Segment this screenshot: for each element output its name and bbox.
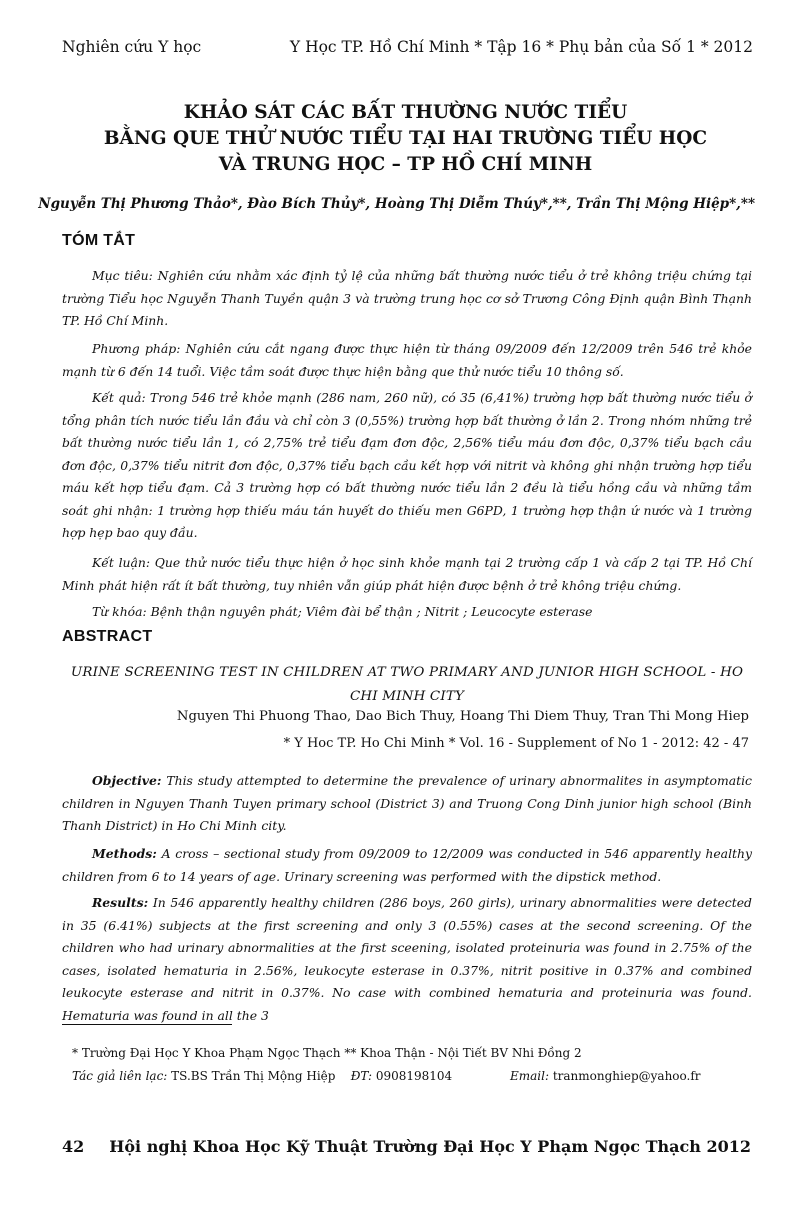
summary-results: [62, 387, 752, 545]
abstract-objective-text: This study attempted to determine the prevalence of urinary abnormalites in asymptomatic children in Nguyen Thanh Tuyen primary school (District 3) and Truong Cong Dinh junior high school (Binh Thanh District) in Ho Chi Minh city.: [62, 773, 752, 833]
author-list: Nguyễn Thị Phương Thảo*, Đào Bích Thủy*, Hoàng Thị Diễm Thúy*,**, Trần Thị Mộng Hiệp*,**: [38, 196, 755, 212]
objective-text: Nghiên cứu nhằm xác định tỷ lệ của những bất thường nước tiểu ở trẻ không triệu chứng tại trường Tiểu học Nguyễn Thanh Tuyền quận 3 và trường trung học cơ sở Trương Công Định quận Bình Thạnh TP. Hồ Chí Minh.: [62, 268, 752, 328]
email-label: Email:: [510, 1069, 550, 1083]
abstract-results-text: In 546 apparently healthy children (286 boys, 260 girls), urinary abnormalities were detected in 35 (6.41%) subjects at the first screening and only 3 (0.55%) cases at the second screening. Of the children who had urinary abnormalities at the first sceening, isolated proteinuria was found in 2.75% of the cases, isolated hematuria in 2.56%, leukocyte esterase in 0.37%, nitrit positive in 0.37% and combined leukocyte esterase and nitrit in 0.37%. No case with combined hematuria and proteinuria was found. Hematuria was found in all the 3: [62, 895, 752, 1023]
keywords-label: Từ khóa:: [92, 604, 147, 619]
footnote-contact: [72, 1069, 452, 1083]
footnote-email: [510, 1069, 701, 1083]
methods-label: Phương pháp:: [92, 341, 181, 356]
abstract-results: [62, 892, 752, 1027]
page-number: 42: [62, 1137, 85, 1156]
methods-text: Nghiên cứu cắt ngang được thực hiện từ tháng 09/2009 đến 12/2009 trên 546 trẻ khỏe mạnh từ 6 đến 14 tuổi. Việc tầm soát được thực hiện bằng que thử nước tiểu 10 thông số.: [62, 341, 752, 379]
abstract-methods: [62, 843, 752, 888]
abstract-heading: ABSTRACT: [62, 628, 153, 645]
email-address: tranmonghiep@yahoo.fr: [549, 1069, 701, 1083]
conclusion-text: Que thử nước tiểu thực hiện ở học sinh khỏe mạnh tại 2 trường cấp 1 và cấp 2 tại TP. Hồ Chí Minh phát hiện rất ít bất thường, tuy nhiên vẫn giúp phát hiện được bệnh ở trẻ không triệu chứng.: [62, 555, 752, 593]
footnote-affiliations: * Trường Đại Học Y Khoa Phạm Ngọc Thạch ** Khoa Thận - Nội Tiết BV Nhi Đồng 2: [72, 1046, 582, 1060]
results-text: Trong 546 trẻ khỏe mạnh (286 nam, 260 nữ), có 35 (6,41%) trường hợp bất thường nước tiểu ở tổng phân tích nước tiểu lần đầu và chỉ còn 3 (0,55%) trường hợp bất thường ở lần 2. Trong nhóm những trẻ bất thường nước tiểu lần 1, có 2,75% trẻ tiểu đạm đơn độc, 2,56% tiểu máu đơn độc, 0,37% tiểu bạch cầu đơn độc, 0,37% tiểu nitrit đơn độc, 0,37% tiểu bạch cầu kết hợp với nitrit và không ghi nhận trường hợp tiểu máu kết hợp tiểu đạm. Cả 3 trường hợp có bất thường nước tiểu lần 2 đều là tiểu hồng cầu và những tầm soát ghi nhận: 1 trường hợp thiếu máu tán huyết do thiếu men G6PD, 1 trường hợp thận ứ nước và 1 trường hợp hẹp bao quy đầu.: [62, 390, 752, 540]
conference-footer: Hội nghị Khoa Học Kỹ Thuật Trường Đại Học Y Phạm Ngọc Thạch 2012: [109, 1137, 751, 1156]
summary-keywords: [62, 601, 752, 624]
abstract-objective-label: Objective:: [92, 773, 162, 788]
phone-number: 0908198104: [372, 1069, 453, 1083]
conclusion-label: Kết luận:: [92, 555, 151, 570]
article-title: [60, 100, 751, 178]
running-header-section: Nghiên cứu Y học: [62, 38, 202, 56]
abstract-authors: Nguyen Thi Phuong Thao, Dao Bich Thuy, Hoang Thi Diem Thuy, Tran Thi Mong Hiep: [176, 709, 749, 724]
abstract-citation: * Y Hoc TP. Ho Chi Minh * Vol. 16 - Supplement of No 1 - 2012: 42 - 47: [283, 736, 749, 751]
summary-methods: [62, 338, 752, 383]
title-line-2: BẰNG QUE THỬ NƯỚC TIỂU TẠI HAI TRƯỜNG TIỂU HỌC: [103, 128, 708, 149]
abstract-methods-text: A cross – sectional study from 09/2009 to 12/2009 was conducted in 546 apparently healthy children from 6 to 14 years of age. Urinary screening was performed with the dipstick method.: [62, 846, 752, 884]
summary-conclusion: [62, 552, 752, 597]
title-line-1: KHẢO SÁT CÁC BẤT THƯỜNG NƯỚC TIỂU: [183, 102, 628, 123]
running-header-journal: Y Học TP. Hồ Chí Minh * Tập 16 * Phụ bản của Số 1 * 2012: [289, 38, 753, 56]
keywords-text: Bệnh thận nguyên phát; Viêm đài bể thận ; Nitrit ; Leucocyte esterase: [146, 604, 593, 619]
abstract-methods-label: Methods:: [92, 846, 157, 861]
abstract-objective: [62, 770, 752, 838]
contact-label: Tác giả liên lạc:: [72, 1069, 168, 1083]
objective-label: Mục tiêu:: [92, 268, 153, 283]
phone-label: ĐT:: [350, 1069, 373, 1083]
title-line-3: VÀ TRUNG HỌC – TP HỒ CHÍ MINH: [218, 154, 593, 175]
summary-objective: [62, 265, 752, 333]
results-label: Kết quả:: [92, 390, 146, 405]
contact-name: TS.BS Trần Thị Mộng Hiệp: [167, 1069, 336, 1083]
abstract-title: URINE SCREENING TEST IN CHILDREN AT TWO PRIMARY AND JUNIOR HIGH SCHOOL - HO CHI MINH CITY: [70, 665, 744, 704]
footnote-divider: [62, 1024, 232, 1025]
summary-heading: TÓM TẮT: [62, 232, 136, 249]
abstract-results-label: Results:: [92, 895, 149, 910]
